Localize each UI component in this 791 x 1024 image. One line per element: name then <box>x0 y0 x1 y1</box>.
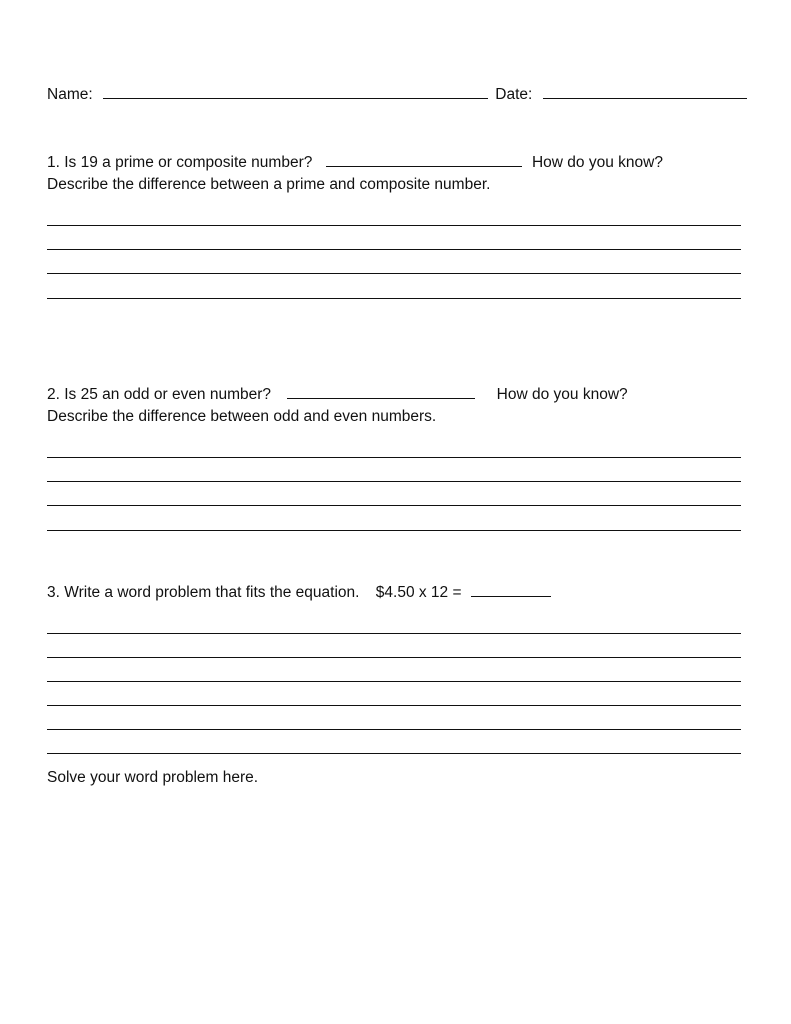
question-2-row <box>47 384 628 404</box>
answer-line-q3-5[interactable] <box>47 729 741 730</box>
question-1-row <box>47 152 663 172</box>
answer-line-q2-2[interactable] <box>47 481 741 482</box>
answer-line-q3-6[interactable] <box>47 753 741 754</box>
question-1-instruction: Describe the difference between a prime and composite number. <box>47 176 491 193</box>
answer-line-q1-4[interactable] <box>47 298 741 299</box>
question-1-text: 1. Is 19 a prime or composite number? <box>47 154 313 171</box>
answer-line-q3-3[interactable] <box>47 681 741 682</box>
answer-line-q2-4[interactable] <box>47 530 741 531</box>
date-blank-field[interactable] <box>543 84 747 99</box>
question-3-row <box>47 582 551 602</box>
question-2-text: 2. Is 25 an odd or even number? <box>47 386 272 403</box>
question-3-equation: $4.50 x 12 = <box>375 584 462 601</box>
name-blank-field[interactable] <box>103 84 488 99</box>
header-row <box>47 84 747 104</box>
date-label: Date: <box>495 86 533 103</box>
equation-answer-blank[interactable] <box>471 582 551 597</box>
question-3-text: 3. Write a word problem that fits the equation. <box>47 584 360 601</box>
solve-workspace[interactable] <box>47 795 741 995</box>
answer-line-q1-1[interactable] <box>47 225 741 226</box>
question-1-follow-up: How do you know? <box>531 154 663 171</box>
answer-line-q3-2[interactable] <box>47 657 741 658</box>
answer-line-q3-1[interactable] <box>47 633 741 634</box>
question-2-answer-blank[interactable] <box>287 384 475 399</box>
name-label: Name: <box>47 86 93 103</box>
question-2-instruction: Describe the difference between odd and even numbers. <box>47 408 437 425</box>
answer-line-q1-2[interactable] <box>47 249 741 250</box>
answer-line-q2-1[interactable] <box>47 457 741 458</box>
solve-prompt: Solve your word problem here. <box>47 769 259 786</box>
question-2-follow-up: How do you know? <box>496 386 628 403</box>
answer-line-q1-3[interactable] <box>47 273 741 274</box>
question-1-answer-blank[interactable] <box>326 152 522 167</box>
answer-line-q2-3[interactable] <box>47 505 741 506</box>
answer-line-q3-4[interactable] <box>47 705 741 706</box>
